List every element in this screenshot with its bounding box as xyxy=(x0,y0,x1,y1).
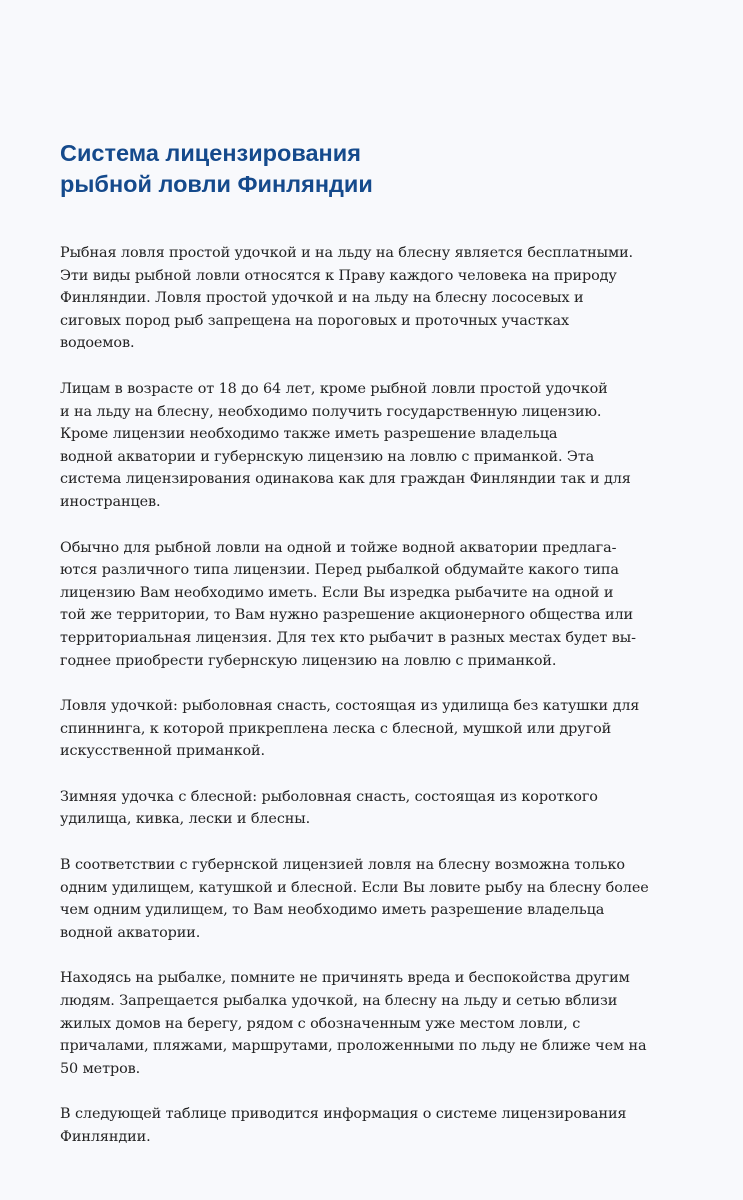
text-line: спиннинга, к которой прикреплена леска с блесной, мушкой или другой xyxy=(60,720,612,737)
text-line: лицензию Вам необходимо иметь. Если Вы изредка рыбачите на одной и xyxy=(60,584,614,601)
text-line: Ловля удочкой: рыболовная снасть, состоящая из удилища без катушки для xyxy=(60,698,640,715)
paragraph-license-types xyxy=(60,537,660,673)
text-line: территориальная лицензия. Для тех кто рыбачит в разных местах будет вы- xyxy=(60,629,636,646)
paragraph-lure-fishing xyxy=(60,854,660,944)
paragraph-free-fishing xyxy=(60,242,660,355)
text-line: Обычно для рыбной ловли на одной и тойже водной акватории предлага- xyxy=(60,539,617,556)
title-line: Система лицензирования xyxy=(60,140,361,166)
text-line: той же территории, то Вам нужно разрешение акционерного общества или xyxy=(60,607,634,624)
text-line: искусственной приманкой. xyxy=(60,743,266,760)
text-line: Финляндии. Ловля простой удочкой и на льду на блесну лососевых и xyxy=(60,290,584,307)
text-line: людям. Запрещается рыбалка удочкой, на блесну на льду и сетью вблизи xyxy=(60,993,618,1010)
paragraph-ice-fishing xyxy=(60,786,660,831)
paragraph-state-license xyxy=(60,378,660,514)
text-line: чем одним удилищем, то Вам необходимо иметь разрешение владельца xyxy=(60,902,605,919)
text-line: Финляндии. xyxy=(60,1129,151,1145)
text-line: причалами, пляжами, маршрутами, проложенными по льду не ближе чем на xyxy=(60,1038,647,1055)
text-line: водной акватории и губернскую лицензию на ловлю с приманкой. Эта xyxy=(60,448,595,465)
text-line: годнее приобрести губернскую лицензию на ловлю с приманкой. xyxy=(60,652,557,669)
text-line: одним удилищем, катушкой и блесной. Если Вы ловите рыбу на блесну более xyxy=(60,879,649,896)
text-line: жилых домов на берегу, рядом с обозначенным уже местом ловли, с xyxy=(60,1015,581,1032)
text-line: и на льду на блесну, необходимо получить государственную лицензию. xyxy=(60,403,602,420)
text-line: Рыбная ловля простой удочкой и на льду на блесну является бесплатными. xyxy=(60,245,634,261)
text-line: В следующей таблице приводится информация о системе лицензирования xyxy=(60,1106,627,1123)
paragraph-rod-fishing xyxy=(60,695,660,763)
text-line: Кроме лицензии необходимо также иметь разрешение владельца xyxy=(60,426,558,443)
text-line: Зимняя удочка с блесной: рыболовная снасть, состоящая из короткого xyxy=(60,788,598,805)
text-line: Эти виды рыбной ловли относятся к Праву каждого человека на природу xyxy=(60,267,617,284)
text-line: удилища, кивка, лески и блесны. xyxy=(60,811,311,828)
text-line: водоемов. xyxy=(60,335,135,352)
paragraph-restrictions xyxy=(60,967,660,1080)
text-line: Находясь на рыбалке, помните не причинять вреда и беспокойства другим xyxy=(60,970,630,987)
text-line: водной акватории. xyxy=(60,924,201,941)
text-line: сиговых пород рыб запрещена на пороговых и проточных участках xyxy=(60,312,569,329)
title-line: рыбной ловли Финляндии xyxy=(60,171,373,197)
text-line: Лицам в возрасте от 18 до 64 лет, кроме рыбной ловли простой удочкой xyxy=(60,380,608,397)
page-title xyxy=(60,138,660,200)
text-line: 50 метров. xyxy=(60,1060,141,1077)
text-line: система лицензирования одинакова как для граждан Финляндии так и для xyxy=(60,471,631,488)
document-body xyxy=(60,242,660,1172)
paragraph-table-intro xyxy=(60,1103,660,1148)
text-line: В соответствии с губернской лицензией ловля на блесну возможна только xyxy=(60,857,625,874)
text-line: иностранцев. xyxy=(60,493,161,510)
text-line: ются различного типа лицензии. Перед рыбалкой обдумайте какого типа xyxy=(60,562,619,579)
